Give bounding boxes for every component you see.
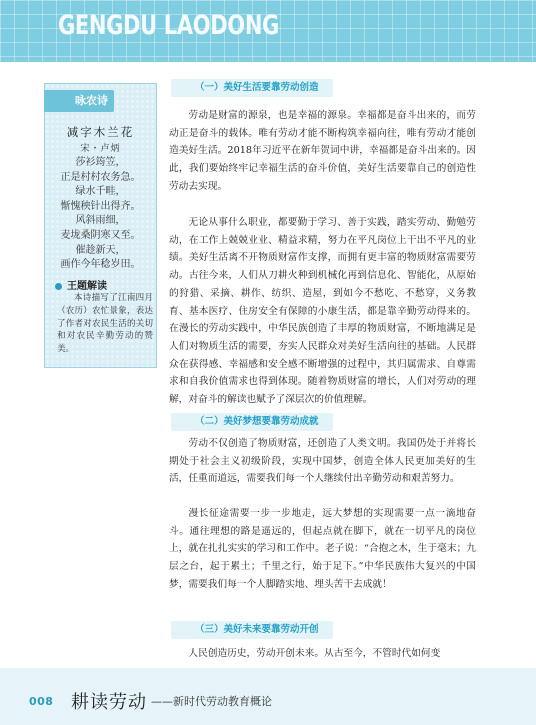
poem-title: 减字木兰花 (66, 125, 135, 139)
book-subtitle: ——新时代劳动教育概论 (151, 695, 272, 708)
paragraph-1: 劳动是财富的源泉，也是幸福的源泉。幸福都是奋斗出来的，而劳动正是奋斗的载体。唯有劳动才能不断构筑幸福向往，唯有劳动才能创造美好生活。2018年习近平在新年贺词中讲，幸福都是奋斗出来的。因此，我们要始终牢记幸福生活的奋斗价值，美好生活要靠自己的创造性劳动去实现。 (169, 110, 476, 192)
poem-line: 催趁新天， (75, 244, 126, 256)
section-heading-2: （二）美好梦想要靠劳动成就 (171, 413, 333, 431)
paragraph-4: 漫长征途需要一步一步地走，远大梦想的实现需要一点一滴地奋斗。通往理想的路是遥远的，但起点就在脚下，就在一切平凡的岗位上，就在扎扎实实的学习和工作中。老子说：“合抱之木，生于毫末；九层之台，起于累土；千里之行，始于足下。”中华民族伟大复兴的中国梦，需要我们每一个人脚踏实地、埋头苦干去成就！ (169, 508, 476, 590)
poem-tag: 咏农诗 (44, 90, 114, 112)
paragraph-2: 无论从事什么职业，都要勤于学习、善于实践，踏实劳动、勤勉劳动，在工作上兢兢业业、精益求精，努力在平凡岗位上干出不平凡的业绩。美好生活离不开物质财富作支撑，而拥有更丰富的物质财富需要劳动。古往今来，人们从刀耕火种到机械化再到信息化、智能化，从原始的狩猎、采摘、耕作、纺织、造屋，到如今不愁吃、不愁穿，义务教育、基本医疗、住房安全有保障的小康生活，都是靠辛勤劳动得来的。在漫长的劳动实践中，中华民族创造了丰厚的物质财富，不断地满足是人们对物质生活的需要，夯实人民群众对美好生活向往的基础。人民群众在获得感、幸福感和安全感不断增强的过程中，其归属需求、自尊需求和自我价值需求也得到体现。随着物质财富的增长，人们对劳动的理解，对奋斗的解读也赋予了深层次的价值理解。 (169, 217, 476, 406)
poem-line: 惭愧秧针出得齐。 (60, 200, 141, 212)
poem-line: 绿水千畦， (75, 186, 126, 198)
paragraph-3: 劳动不仅创造了物质财富，还创造了人类文明。我国仍处于并将长期处于社会主义初级阶段，实现中国梦，创造全体人民更加美好的生活，任重而道远，需要我们每一个人继续付出辛勤劳动和艰苦努力。 (169, 438, 476, 485)
poem-sidebar (44, 83, 157, 368)
poem-line: 麦垅桑阴寒又至。 (60, 229, 141, 241)
poem-line: 风斜雨细， (75, 215, 126, 227)
section-heading-1: （一）美好生活要靠劳动创造 (171, 79, 333, 97)
header-title: GENGDU LAODONG (58, 10, 279, 41)
poem-line: 画作今年稔岁田。 (60, 259, 141, 271)
poem-author: 宋・卢炳 (80, 144, 121, 154)
poem-line: 莎衫筠笠， (75, 157, 126, 168)
section-heading-3: （三）美好未来要靠劳动开创 (171, 621, 333, 639)
page-footer (0, 668, 536, 725)
poem-body (45, 156, 156, 273)
interpretation-title: 王题解读 (67, 281, 107, 292)
paragraph-5: 人民创造历史，劳动开创未来。从古至今，不管时代如何变 (188, 648, 441, 659)
interpretation-text: 本诗描写了江南四月（农历）农忙景象，表达了作者对农民生活的关切和对农民辛勤劳动的赞美。 (57, 293, 153, 355)
interpretation-heading (55, 277, 107, 292)
poem-line: 正是村村农务急。 (60, 171, 141, 183)
bullet-dot-icon (55, 283, 62, 290)
book-title: 耕读劳动 (71, 692, 147, 713)
page-header (0, 0, 536, 62)
page-number: 008 (29, 695, 54, 708)
